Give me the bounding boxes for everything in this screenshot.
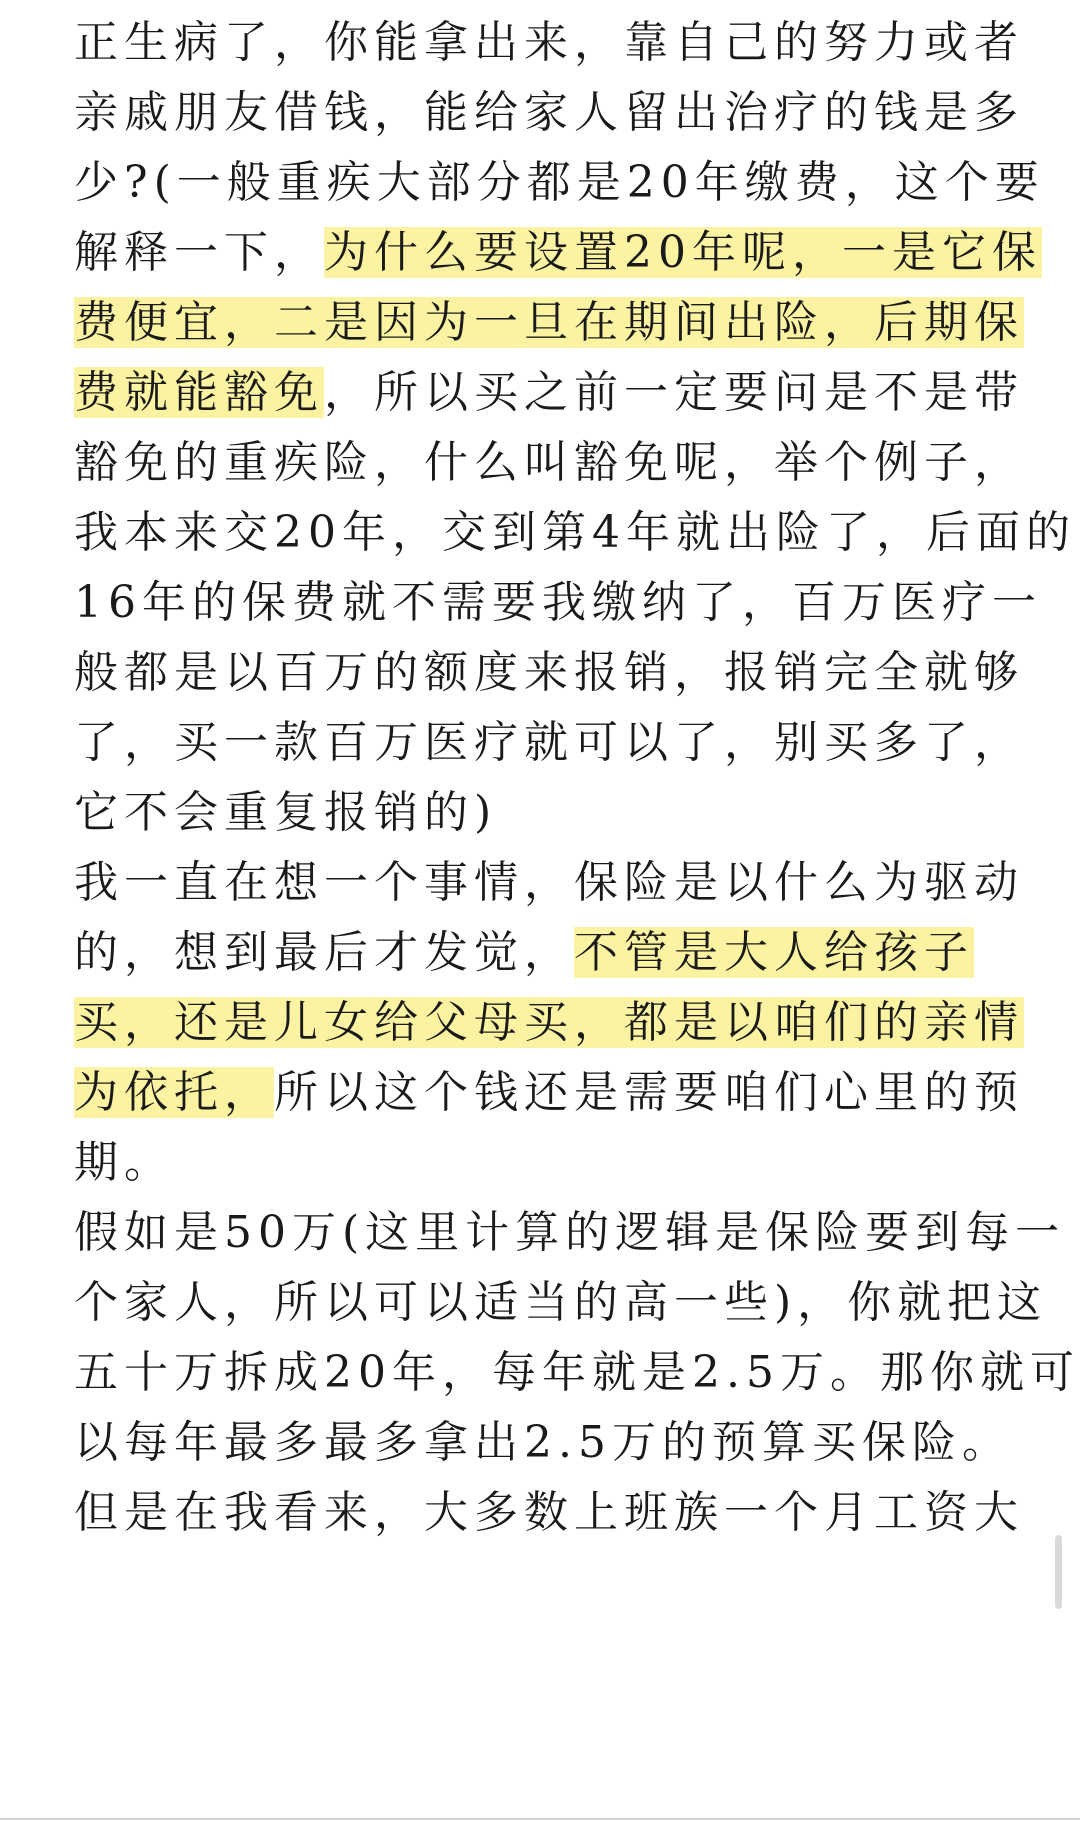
text-line [74, 1058, 1024, 1128]
text-segment: 但是在我看来，大多数上班族一个月工资大 [74, 1487, 1024, 1538]
text-line [74, 428, 1024, 498]
highlighted-text: 为什么要设置20年呢，一是它保 [324, 227, 1042, 278]
text-segment: 以每年最多最多拿出2.5万的预算买保险。 [74, 1417, 1012, 1468]
text-line [74, 148, 1045, 218]
text-segment: 它不会重复报销的) [74, 787, 498, 838]
highlighted-text: 买，还是儿女给父母买，都是以咱们的亲情 [74, 997, 1024, 1048]
text-line [74, 1198, 1065, 1268]
text-line [74, 1128, 174, 1198]
highlighted-text: 费就能豁免 [74, 367, 324, 418]
text-line [74, 218, 1042, 288]
text-segment: 我本来交20年，交到第4年就出险了，后面的 [74, 507, 1076, 558]
text-line [74, 1338, 1080, 1408]
text-segment: 豁免的重疾险，什么叫豁免呢，举个例子， [74, 437, 1024, 488]
text-line [74, 848, 1024, 918]
scrollbar-thumb[interactable] [1055, 1535, 1062, 1609]
text-segment: 所以这个钱还是需要咱们心里的预 [274, 1067, 1024, 1118]
text-segment: 般都是以百万的额度来报销，报销完全就够 [74, 647, 1024, 698]
text-segment: 解释一下， [74, 227, 324, 278]
text-line [74, 918, 974, 988]
text-segment: 假如是50万(这里计算的逻辑是保险要到每一 [74, 1207, 1066, 1258]
text-segment: 16年的保费就不需要我缴纳了，百万医疗一 [74, 577, 1042, 628]
bottom-divider [0, 1818, 1080, 1820]
text-line [74, 8, 1024, 78]
text-line [74, 568, 1042, 638]
text-segment: 少?(一般重疾大部分都是20年缴费，这个要 [74, 157, 1045, 208]
text-line [74, 288, 1024, 358]
text-line [74, 778, 497, 848]
text-line [74, 498, 1076, 568]
text-segment: 的，想到最后才发觉， [74, 927, 574, 978]
text-segment: 我一直在想一个事情，保险是以什么为驱动 [74, 857, 1024, 908]
text-line [74, 358, 1024, 428]
text-segment: 五十万拆成20年，每年就是2.5万。那你就可 [74, 1347, 1080, 1398]
text-segment: 正生病了，你能拿出来，靠自己的努力或者 [74, 17, 1024, 68]
text-line [74, 1478, 1024, 1548]
text-line [74, 1408, 1012, 1478]
text-line [74, 708, 1024, 778]
text-segment: 个家人，所以可以适当的高一些)，你就把这 [74, 1277, 1048, 1328]
highlighted-text: 费便宜，二是因为一旦在期间出险，后期保 [74, 297, 1024, 348]
text-segment: 期。 [74, 1137, 174, 1188]
highlighted-text: 为依托， [74, 1067, 274, 1118]
text-line [74, 78, 1024, 148]
text-segment: ，所以买之前一定要问是不是带 [324, 367, 1024, 418]
text-segment: 了，买一款百万医疗就可以了，别买多了， [74, 717, 1024, 768]
highlighted-text: 不管是大人给孩子 [574, 927, 974, 978]
text-segment: 亲戚朋友借钱，能给家人留出治疗的钱是多 [74, 87, 1024, 138]
text-line [74, 1268, 1047, 1338]
text-line [74, 988, 1024, 1058]
text-line [74, 638, 1024, 708]
